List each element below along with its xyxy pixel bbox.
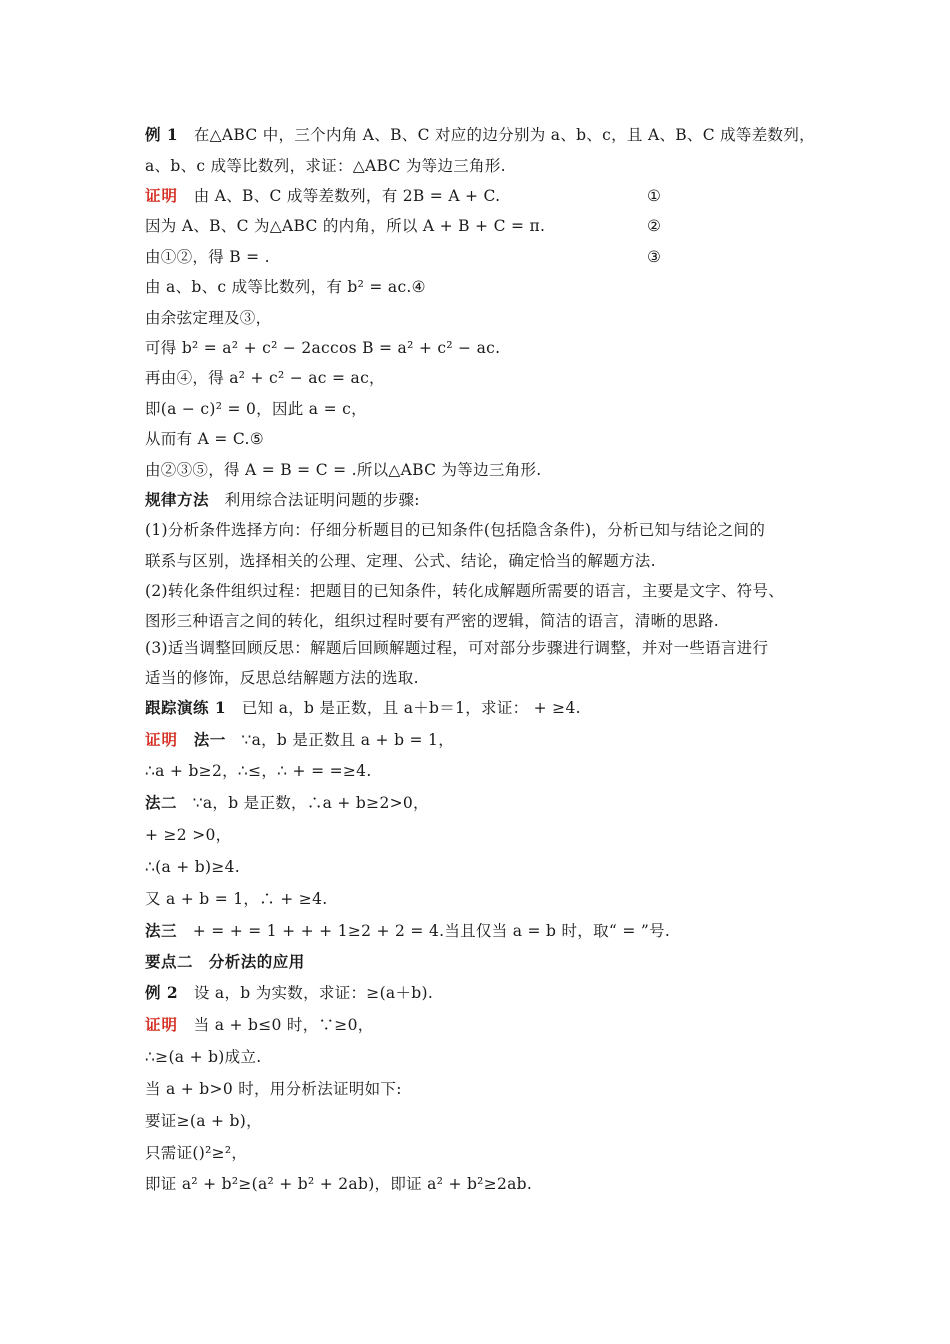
proof-text: ∵a，b 是正数，∴a + b≥2>0， bbox=[192, 794, 429, 812]
proof-text: + ≥2 >0， bbox=[145, 826, 232, 844]
proof-line-3 bbox=[145, 246, 815, 268]
proof-line-6 bbox=[145, 337, 815, 359]
example-text: a、b、c 成等比数列，求证：△ABC 为等边三角形. bbox=[145, 157, 506, 175]
proof-text: ∴(a + b)≥4. bbox=[145, 858, 241, 876]
example-label: 例 2 bbox=[145, 983, 179, 1002]
method-step-1a bbox=[145, 519, 815, 541]
proof-text: 可得 b² = a² + c² − 2accos B = a² + c² − ac. bbox=[145, 339, 501, 357]
example-2-proof-line-5 bbox=[145, 1142, 815, 1164]
proof-text: 由 a、b、c 成等比数列，有 b² = ac.④ bbox=[145, 278, 426, 296]
proof-line-4 bbox=[145, 276, 815, 298]
method-two-label: 法二 bbox=[145, 793, 178, 812]
example-label: 例 1 bbox=[145, 125, 179, 144]
method-step-3b bbox=[145, 667, 815, 689]
method-three-label: 法三 bbox=[145, 921, 178, 940]
practice-1-line bbox=[145, 697, 815, 719]
method-text: 图形三种语言之间的转化，组织过程时要有严密的逻辑，简洁的语言，清晰的思路. bbox=[145, 612, 720, 630]
proof-text: 当 a + b>0 时，用分析法证明如下: bbox=[145, 1080, 402, 1098]
example-text: 在△ABC 中，三个内角 A、B、C 对应的边分别为 a、b、c，且 A、B、C 成等差数列， bbox=[193, 126, 815, 144]
proof-line-1 bbox=[145, 185, 815, 207]
practice-proof-line-5 bbox=[145, 856, 815, 878]
proof-text: 由余弦定理及③， bbox=[145, 309, 272, 327]
method-text: 利用综合法证明问题的步骤: bbox=[224, 491, 420, 509]
proof-text: 因为 A、B、C 为△ABC 的内角，所以 A + B + C = π. bbox=[145, 217, 546, 235]
method-step-2a bbox=[145, 580, 815, 602]
proof-text: 当 a + b≤0 时，∵≥0， bbox=[193, 1016, 374, 1034]
proof-label: 证明 bbox=[145, 1015, 179, 1034]
example-2-proof-line-4 bbox=[145, 1110, 815, 1132]
example-text: 设 a，b 为实数，求证：≥(a＋b). bbox=[193, 984, 434, 1002]
proof-text: 再由④，得 a² + c² − ac = ac， bbox=[145, 369, 385, 387]
method-text: (1)分析条件选择方向：仔细分析题目的已知条件(包括隐含条件)，分析已知与结论之间的 bbox=[145, 521, 766, 539]
practice-label: 跟踪演练 1 bbox=[145, 698, 227, 717]
example-2-proof-line-2 bbox=[145, 1046, 815, 1068]
proof-text: + = + = 1 + + + 1≥2 + 2 = 4.当且仅当 a = b 时，取“ = ”号. bbox=[192, 922, 671, 940]
example-2-proof-line-1 bbox=[145, 1014, 815, 1036]
method-text: 适当的修饰，反思总结解题方法的选取. bbox=[145, 669, 419, 687]
proof-line-7 bbox=[145, 367, 815, 389]
equation-number: ③ bbox=[647, 248, 662, 266]
proof-text: 由 A、B、C 成等差数列，有 2B = A + C. bbox=[193, 187, 501, 205]
example-1-line-1 bbox=[145, 124, 815, 146]
method-text: (3)适当调整回顾反思：解题后回顾解题过程，可对部分步骤进行调整，并对一些语言进行 bbox=[145, 639, 769, 657]
proof-line-10 bbox=[145, 459, 815, 481]
proof-label: 证明 bbox=[145, 186, 179, 205]
proof-line-8 bbox=[145, 398, 815, 420]
proof-text: 由②③⑤，得 A = B = C = .所以△ABC 为等边三角形. bbox=[145, 461, 542, 479]
proof-text: ∴a + b≥2，∴≤，∴ + = =≥4. bbox=[145, 762, 372, 780]
section-title: 分析法的应用 bbox=[208, 952, 305, 971]
proof-text: 又 a + b = 1，∴ + ≥4. bbox=[145, 890, 328, 908]
proof-line-2 bbox=[145, 215, 815, 237]
practice-proof-line-6 bbox=[145, 888, 815, 910]
method-step-2b bbox=[145, 610, 815, 632]
practice-proof-line-7 bbox=[145, 920, 815, 942]
method-label: 规律方法 bbox=[145, 490, 210, 509]
proof-text: ∴≥(a + b)成立. bbox=[145, 1048, 262, 1066]
method-step-1b bbox=[145, 550, 815, 572]
section-label: 要点二 bbox=[145, 952, 194, 971]
practice-proof-line-1 bbox=[145, 729, 815, 751]
example-2-proof-line-3 bbox=[145, 1078, 815, 1100]
proof-line-5 bbox=[145, 307, 815, 329]
practice-proof-line-4 bbox=[145, 824, 815, 846]
equation-number: ② bbox=[647, 217, 662, 235]
example-1-line-2 bbox=[145, 155, 815, 177]
method-summary-heading bbox=[145, 489, 815, 511]
proof-text: 由①②，得 B = . bbox=[145, 248, 270, 266]
proof-text: 即证 a² + b²≥(a² + b² + 2ab)，即证 a² + b²≥2ab. bbox=[145, 1175, 533, 1193]
method-step-3a bbox=[145, 637, 815, 659]
proof-label: 证明 bbox=[145, 730, 179, 749]
practice-proof-line-2 bbox=[145, 760, 815, 782]
proof-text: 只需证()²≥²， bbox=[145, 1144, 248, 1162]
section-heading bbox=[145, 951, 815, 973]
method-text: (2)转化条件组织过程：把题目的已知条件，转化成解题所需要的语言，主要是文字、符号、 bbox=[145, 582, 785, 600]
proof-line-9 bbox=[145, 428, 815, 450]
practice-proof-line-3 bbox=[145, 792, 815, 814]
method-text: 联系与区别，选择相关的公理、定理、公式、结论，确定恰当的解题方法. bbox=[145, 552, 656, 570]
proof-text: 要证≥(a + b)， bbox=[145, 1112, 262, 1130]
example-2-proof-line-6 bbox=[145, 1173, 815, 1195]
proof-text: 从而有 A = C.⑤ bbox=[145, 430, 264, 448]
practice-text: 已知 a，b 是正数，且 a＋b＝1，求证： + ≥4. bbox=[241, 699, 581, 717]
equation-number: ① bbox=[647, 187, 662, 205]
example-2-line bbox=[145, 982, 815, 1004]
proof-text: ∵a，b 是正数且 a + b = 1， bbox=[241, 731, 454, 749]
proof-text: 即(a − c)² = 0，因此 a = c， bbox=[145, 400, 367, 418]
method-one-label: 法一 bbox=[193, 730, 226, 749]
